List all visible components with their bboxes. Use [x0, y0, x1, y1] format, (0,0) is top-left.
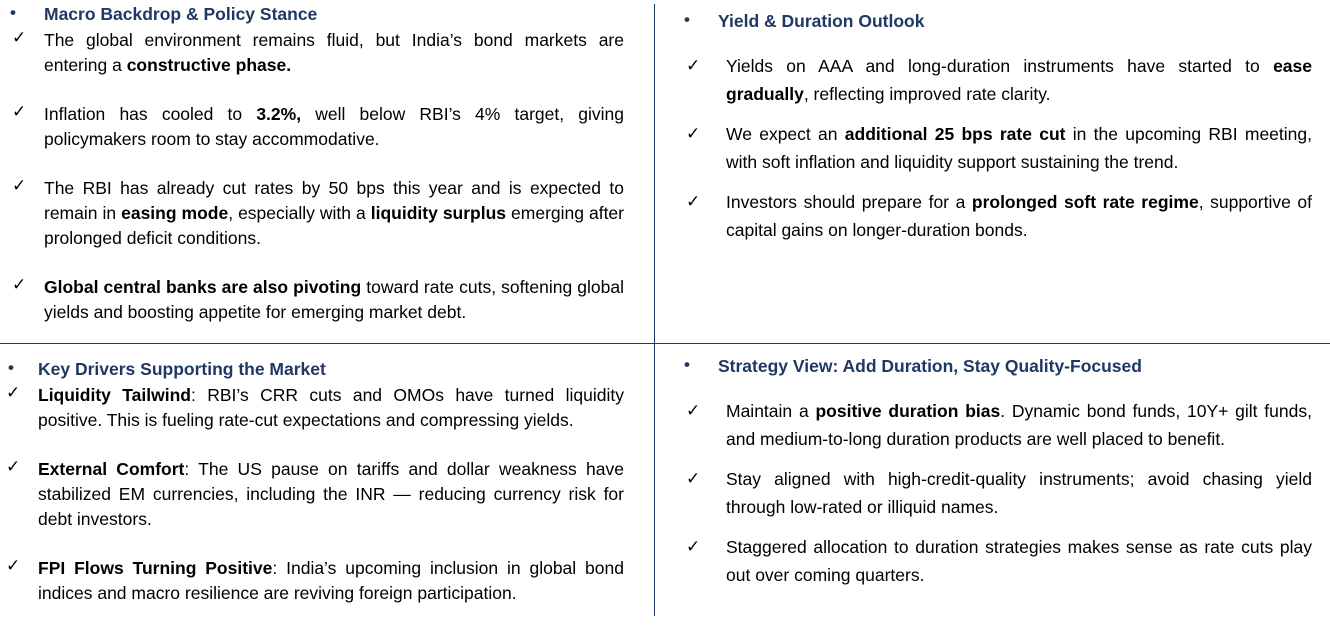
checkmark-icon: ✓ — [12, 275, 27, 295]
heading-text: Yield & Duration Outlook — [718, 11, 925, 31]
macro-backdrop-section — [0, 4, 640, 349]
bullet-icon: • — [8, 358, 14, 377]
bullet-icon: • — [10, 3, 16, 22]
list-item — [0, 28, 624, 78]
heading-text: Key Drivers Supporting the Market — [38, 359, 326, 379]
item-text: Yields on AAA and long-duration instruments have started to — [726, 56, 1274, 76]
list-item — [674, 533, 1312, 589]
item-text: in the upcoming RBI meeting, with soft inflation and liquidity support sustaining the trend. — [726, 124, 1312, 172]
heading-text: Strategy View: Add Duration, Stay Quality-Focused — [718, 356, 1142, 376]
list-item — [0, 176, 624, 251]
bullet-list — [674, 52, 1319, 244]
item-bold-text: prolonged soft rate regime — [971, 192, 1199, 212]
key-drivers-section — [0, 359, 640, 630]
section-heading — [0, 4, 640, 30]
bullet-list — [674, 397, 1319, 589]
list-item — [0, 556, 624, 606]
checkmark-icon: ✓ — [686, 124, 701, 144]
item-bold-text: 3.2%, — [256, 104, 302, 124]
item-text: The RBI has already cut rates by 50 bps this year and is expected to remain in — [44, 178, 624, 223]
item-bold-text: External Comfort — [38, 459, 185, 479]
list-item — [674, 120, 1312, 176]
bullet-list — [0, 28, 640, 325]
checkmark-icon: ✓ — [686, 192, 701, 212]
checkmark-icon: ✓ — [6, 383, 21, 403]
item-text: well below RBI’s 4% target, giving policymakers room to stay accommodative. — [44, 104, 624, 149]
item-text: Maintain a — [726, 401, 816, 421]
yield-outlook-section — [674, 11, 1319, 256]
item-text: Inflation has cooled to — [44, 104, 257, 124]
section-heading — [674, 11, 1319, 37]
list-item — [0, 275, 624, 325]
checkmark-icon: ✓ — [12, 102, 27, 122]
item-bold-text: Liquidity Tailwind — [38, 385, 191, 405]
list-item — [674, 52, 1312, 108]
checkmark-icon: ✓ — [686, 56, 701, 76]
item-bold-text: Global central banks are also pivoting — [44, 277, 362, 297]
list-item — [674, 465, 1312, 521]
item-bold-text: positive duration bias — [815, 401, 1001, 421]
bullet-icon: • — [684, 10, 690, 29]
item-bold-text: easing mode — [121, 203, 229, 223]
list-item — [674, 397, 1312, 453]
section-heading — [0, 359, 640, 385]
item-bold-text: ease gradually — [726, 56, 1312, 104]
item-bold-text: liquidity surplus — [370, 203, 507, 223]
item-text: Investors should prepare for a — [726, 192, 972, 212]
item-bold-text: additional 25 bps rate cut — [844, 124, 1066, 144]
bullet-list — [0, 383, 640, 606]
item-bold-text: constructive phase. — [126, 55, 292, 75]
item-text: Staggered allocation to duration strategies makes sense as rate cuts play out over coming quarters. — [726, 537, 1312, 585]
heading-text: Macro Backdrop & Policy Stance — [44, 4, 318, 24]
vertical-divider — [654, 4, 655, 616]
list-item — [674, 188, 1312, 244]
item-text: Stay aligned with high-credit-quality instruments; avoid chasing yield through low-rated or illiquid names. — [726, 469, 1312, 517]
bullet-icon: • — [684, 355, 690, 374]
list-item — [0, 383, 624, 433]
strategy-view-section — [674, 356, 1319, 601]
item-text: : The US pause on tariffs and dollar weakness have stabilized EM currencies, including the INR — reducing currency risk for debt investors. — [38, 459, 624, 529]
checkmark-icon: ✓ — [686, 401, 701, 421]
checkmark-icon: ✓ — [686, 469, 701, 489]
checkmark-icon: ✓ — [6, 457, 21, 477]
item-text: The global environment remains fluid, but India’s bond markets are entering a — [44, 30, 624, 75]
item-text: . Dynamic bond funds, 10Y+ gilt funds, and medium-to-long duration products are well placed to benefit. — [726, 401, 1312, 449]
item-text: , especially with a — [228, 203, 371, 223]
checkmark-icon: ✓ — [12, 176, 27, 196]
list-item — [0, 457, 624, 532]
item-text: toward rate cuts, softening global yields and boosting appetite for emerging market debt. — [44, 277, 624, 322]
item-text: We expect an — [726, 124, 845, 144]
section-heading — [674, 356, 1319, 382]
item-text: , reflecting improved rate clarity. — [803, 84, 1051, 104]
checkmark-icon: ✓ — [12, 28, 27, 48]
item-text: : RBI’s CRR cuts and OMOs have turned liquidity positive. This is fueling rate-cut expectations and compressing yields. — [38, 385, 624, 430]
list-item — [0, 102, 624, 152]
item-text: emerging after prolonged deficit conditions. — [44, 203, 624, 248]
item-bold-text: FPI Flows Turning Positive — [38, 558, 273, 578]
checkmark-icon: ✓ — [686, 537, 701, 557]
item-text: , supportive of capital gains on longer-duration bonds. — [726, 192, 1313, 240]
checkmark-icon: ✓ — [6, 556, 21, 576]
item-text: : India’s upcoming inclusion in global bond indices and macro resilience are reviving foreign participation. — [38, 558, 624, 603]
